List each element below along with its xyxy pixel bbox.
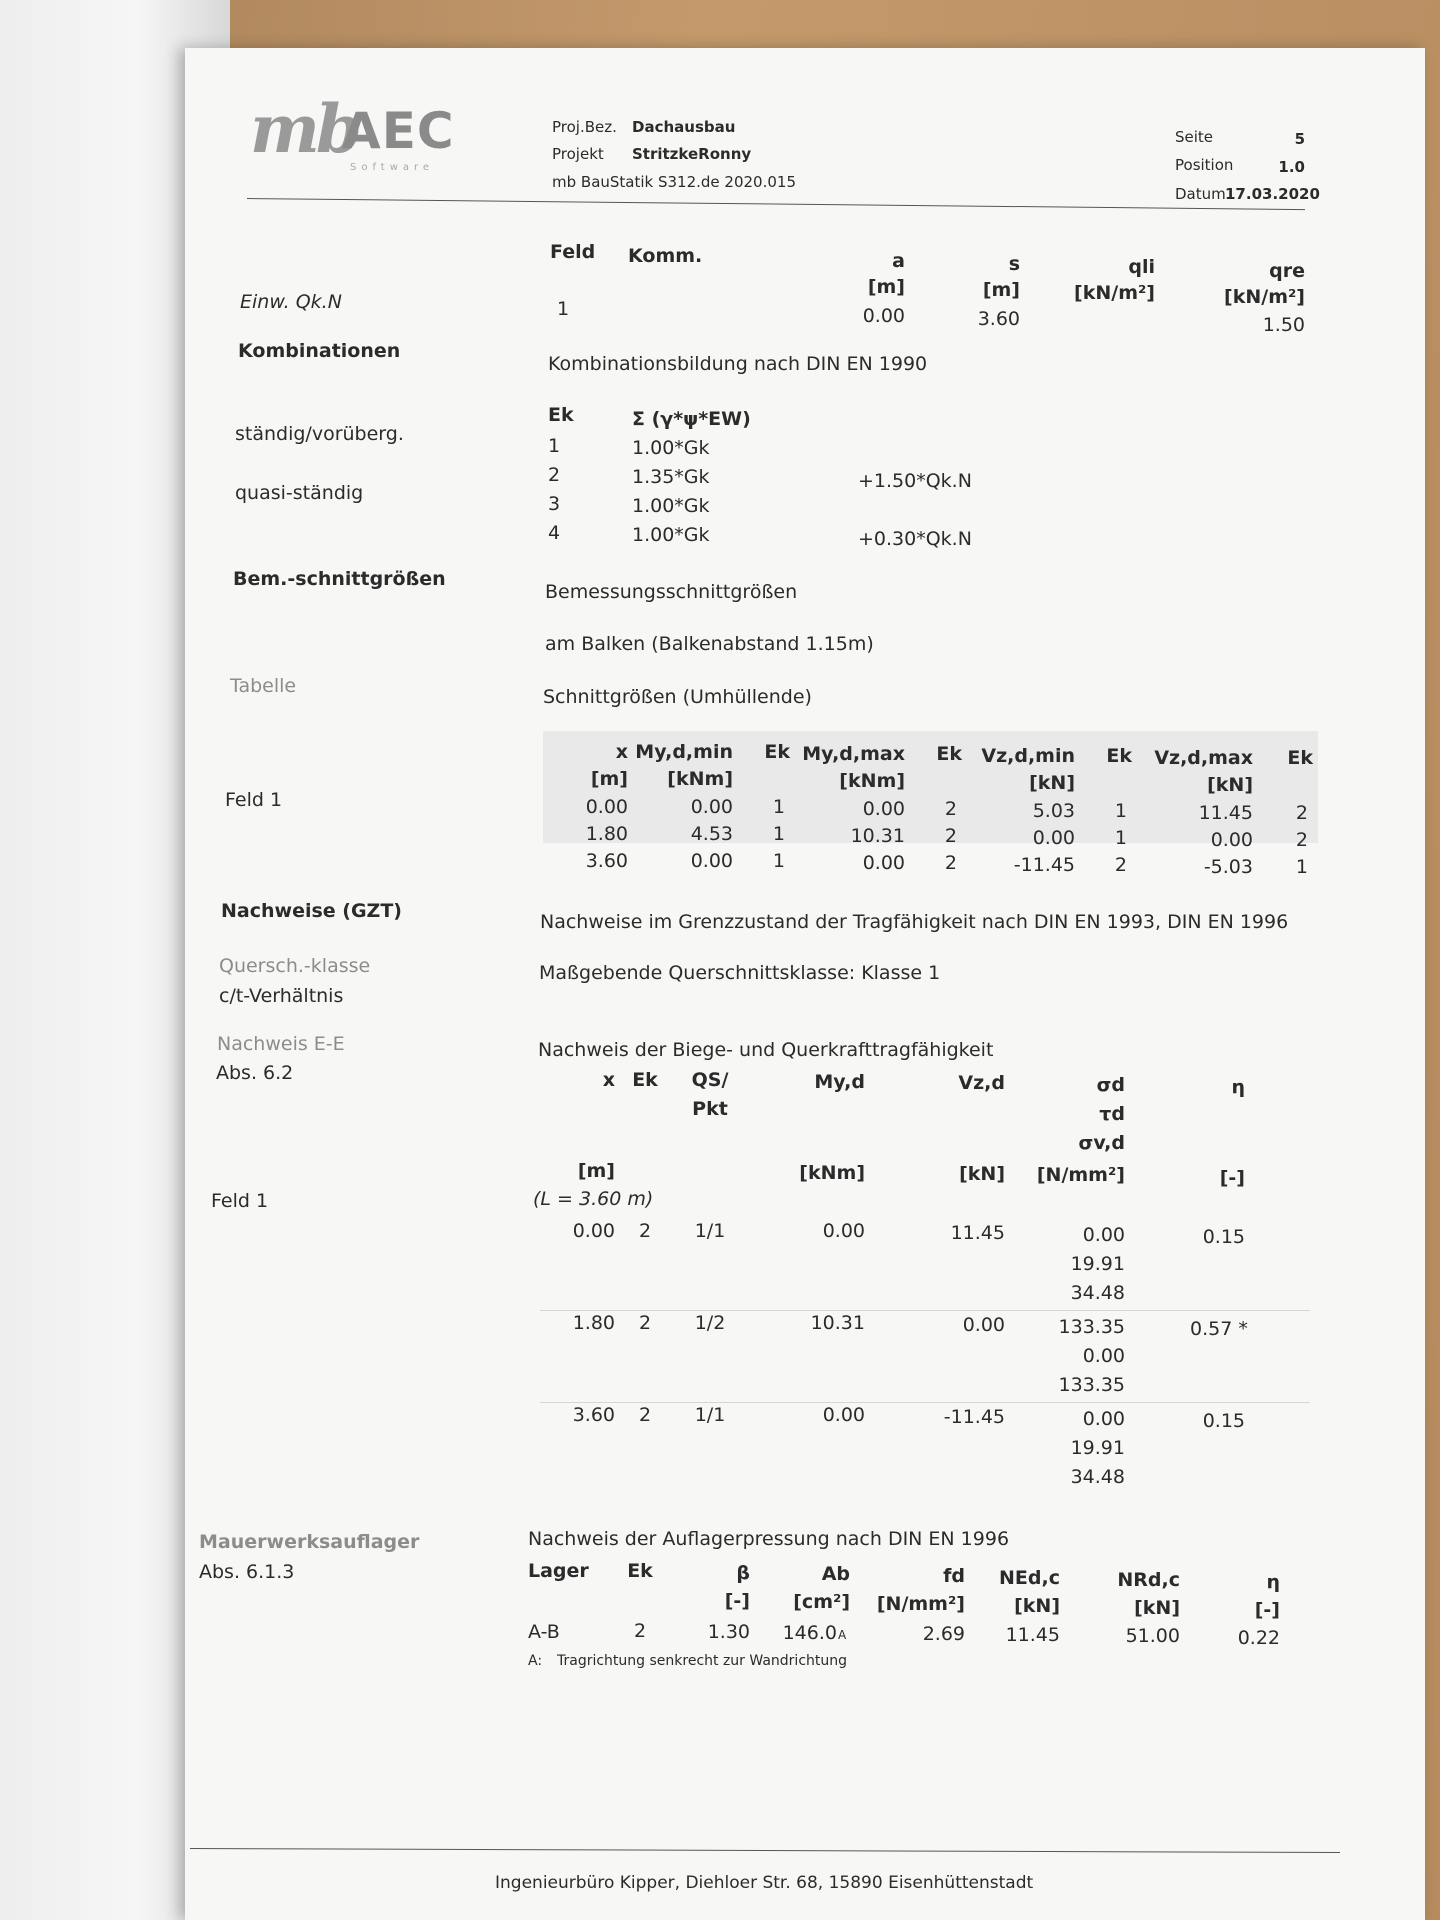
nachweise-label: Nachweise (GZT) [221, 900, 402, 922]
sg-cell: 1.80 [585, 823, 628, 845]
komb-row-qk: +0.30*Qk.N [858, 528, 972, 550]
bem-feld-label: Feld 1 [225, 789, 283, 811]
nachweis-ee-label: Nachweis E-E [217, 1033, 345, 1055]
mw-col-eta: η [1266, 1571, 1280, 1593]
proj-bez-label: Proj.Bez. [552, 118, 617, 136]
mw-unit-ned: [kN] [1014, 1595, 1060, 1617]
mw-col-ek: Ek [627, 1560, 653, 1582]
ee-cell-tau: 19.91 [1070, 1253, 1125, 1275]
einw-col-feld: Feld [550, 241, 596, 263]
mauerwerk-abs: Abs. 6.1.3 [199, 1561, 295, 1583]
sg-cell: 10.31 [850, 825, 905, 847]
sg-cell: 3.60 [585, 850, 628, 872]
sg-cell: 1 [1114, 827, 1127, 849]
ee-cell-ek: 2 [638, 1220, 652, 1242]
ee-cell-ek: 2 [638, 1312, 652, 1334]
sg-cell: 0.00 [862, 852, 905, 874]
ee-cell-vz: 0.00 [962, 1314, 1005, 1336]
komb-row-gk: 1.00*Gk [632, 437, 710, 459]
einw-unit-qli: [kN/m²] [1074, 282, 1155, 304]
sg-unit: [kNm] [839, 770, 905, 792]
mw-col-lager: Lager [528, 1560, 589, 1582]
sg-head: My,d,min [635, 741, 733, 763]
sg-head: Ek [1287, 747, 1313, 769]
mw-unit-nrd: [kN] [1134, 1597, 1180, 1619]
ee-cell-eta: 0.57 * [1190, 1318, 1248, 1340]
seite-value: 5 [1294, 130, 1305, 148]
einw-unit-a: [m] [867, 276, 905, 298]
mw-cell-ab: 146.0 [782, 1622, 837, 1644]
sg-unit: [kN] [1029, 772, 1075, 794]
sg-cell: -5.03 [1203, 856, 1253, 878]
querschnittsklasse-text: Maßgebende Querschnittsklasse: Klasse 1 [539, 962, 941, 984]
kombinationen-title: Kombinationsbildung nach DIN EN 1990 [548, 353, 928, 375]
ee-cell-x: 0.00 [572, 1220, 615, 1242]
label-quasi-staendig: quasi-ständig [235, 482, 364, 504]
logo-mark: mb [250, 90, 358, 168]
nachweis-ee-abs: Abs. 6.2 [216, 1062, 294, 1084]
sg-cell: -11.45 [1013, 854, 1075, 876]
projekt-value: StritzkeRonny [632, 145, 752, 163]
position-label: Position [1175, 156, 1234, 174]
ee-cell-x: 1.80 [572, 1312, 615, 1334]
sg-cell: 4.53 [690, 823, 733, 845]
einw-col-qli: qli [1128, 256, 1155, 278]
ct-verhaeltnis-label: c/t-Verhältnis [219, 985, 344, 1007]
footer-rule [190, 1848, 1340, 1853]
einw-row-s: 3.60 [977, 308, 1020, 330]
ee-col-sigmav: σv,d [1078, 1132, 1125, 1154]
mw-cell-lager: A-B [528, 1621, 560, 1643]
position-value: 1.0 [1278, 158, 1305, 176]
mw-col-nrd: NRd,c [1117, 1569, 1180, 1591]
label-staendig: ständig/vorüberg. [235, 423, 404, 445]
ee-cell-tau: 19.91 [1070, 1437, 1125, 1459]
ee-cell-tau: 0.00 [1082, 1345, 1125, 1367]
nachweis-ee-title: Nachweis der Biege- und Querkrafttragfähigkeit [538, 1039, 994, 1061]
sg-cell: 0.00 [585, 796, 628, 818]
sg-cell: 2 [944, 798, 957, 820]
datum-label: Datum [1175, 185, 1226, 203]
sg-cell: 5.03 [1032, 800, 1075, 822]
kombinationen-label: Kombinationen [238, 340, 401, 362]
einw-label: Einw. Qk.N [240, 291, 342, 313]
ee-col-pkt: Pkt [692, 1098, 728, 1120]
einw-row-a: 0.00 [862, 305, 905, 327]
sg-cell: 1 [772, 850, 785, 872]
mw-cell-fd: 2.69 [922, 1623, 965, 1645]
ee-cell-vz: -11.45 [943, 1406, 1005, 1428]
ee-cell-qs: 1/1 [694, 1220, 726, 1242]
einw-col-a: a [892, 250, 905, 272]
ee-cell-sigmav: 34.48 [1070, 1282, 1125, 1304]
mw-cell-beta: 1.30 [707, 1621, 750, 1643]
ee-cell-my: 0.00 [822, 1220, 865, 1242]
header-rule [247, 198, 1305, 210]
sg-unit: [m] [590, 768, 628, 790]
ee-cell-ek: 2 [638, 1404, 652, 1426]
komb-row-ek: 3 [548, 493, 561, 515]
sg-head: My,d,max [802, 743, 905, 765]
sg-head: Ek [1106, 745, 1132, 767]
sg-cell: 2 [1295, 829, 1308, 851]
row-divider [540, 1402, 1310, 1403]
ee-cell-x: 3.60 [572, 1404, 615, 1426]
querschnittsklasse-label: Quersch.-klasse [219, 955, 371, 977]
sg-cell: 0.00 [862, 798, 905, 820]
sg-unit: [kNm] [667, 768, 733, 790]
einw-unit-s: [m] [982, 279, 1020, 301]
einw-col-s: s [1008, 253, 1020, 275]
komb-row-ek: 1 [548, 435, 561, 457]
ee-col-my: My,d [814, 1071, 865, 1093]
mw-cell-ab-flag: A [838, 1628, 847, 1642]
ee-cell-eta: 0.15 [1202, 1226, 1245, 1248]
ee-unit-my: [kNm] [799, 1162, 865, 1184]
ee-cell-eta: 0.15 [1202, 1410, 1245, 1432]
ee-unit-sigma: [N/mm²] [1036, 1164, 1125, 1186]
einw-col-qre: qre [1269, 260, 1305, 282]
mw-unit-ab: [cm²] [793, 1591, 850, 1613]
ee-cell-sigmav: 34.48 [1070, 1466, 1125, 1488]
sg-cell: 1 [772, 823, 785, 845]
mw-cell-ek: 2 [633, 1620, 647, 1642]
komb-row-gk: 1.00*Gk [632, 495, 710, 517]
sg-cell: 0.00 [1032, 827, 1075, 849]
komb-row-qk: +1.50*Qk.N [858, 470, 972, 492]
bem-subtitle: am Balken (Balkenabstand 1.15m) [545, 633, 874, 655]
ee-unit-eta: [-] [1219, 1167, 1245, 1189]
mw-unit-fd: [N/mm²] [876, 1593, 965, 1615]
ee-cell-sigma: 0.00 [1082, 1224, 1125, 1246]
footer-address: Ingenieurbüro Kipper, Diehloer Str. 68, 15890 Eisenhüttenstadt [495, 1873, 1034, 1893]
ee-col-vz: Vz,d [958, 1072, 1005, 1094]
mbaec-logo [250, 90, 475, 180]
document-page [185, 48, 1425, 1920]
sg-cell: 0.00 [690, 796, 733, 818]
sg-unit: [kN] [1207, 774, 1253, 796]
einw-col-komm: Komm. [628, 245, 703, 267]
mw-cell-nrd: 51.00 [1125, 1625, 1180, 1647]
komb-row-gk: 1.00*Gk [632, 524, 710, 546]
sg-cell: 2 [944, 852, 957, 874]
sg-cell: 1 [1295, 856, 1308, 878]
ee-cell-my: 0.00 [822, 1404, 865, 1426]
ee-col-tau: τd [1099, 1103, 1125, 1125]
software-version: mb BauStatik S312.de 2020.015 [552, 173, 796, 191]
sg-head: Vz,d,max [1154, 747, 1253, 769]
ee-cell-vz: 11.45 [950, 1222, 1005, 1244]
sg-cell: 2 [1295, 802, 1308, 824]
mw-col-ab: Ab [821, 1563, 850, 1585]
ee-col-x: x [602, 1069, 615, 1091]
ee-cell-sigma: 0.00 [1082, 1408, 1125, 1430]
einw-row-feld: 1 [557, 298, 570, 320]
ee-cell-qs: 1/2 [694, 1312, 726, 1334]
seite-label: Seite [1175, 128, 1214, 146]
logo-brand: AEC [342, 102, 455, 160]
ee-col-sigma: σd [1096, 1074, 1125, 1096]
ee-feld-label: Feld 1 [211, 1190, 269, 1212]
einw-row-qre: 1.50 [1262, 314, 1305, 336]
ee-cell-sigmav: 133.35 [1058, 1374, 1125, 1396]
sg-cell: 0.00 [690, 850, 733, 872]
sg-cell: 2 [944, 825, 957, 847]
mw-col-ned: NEd,c [999, 1567, 1060, 1589]
mw-col-fd: fd [943, 1565, 965, 1587]
tabelle-label: Tabelle [230, 675, 297, 697]
mauerwerk-title: Nachweis der Auflagerpressung nach DIN EN 1996 [528, 1528, 1010, 1550]
ee-unit-vz: [kN] [959, 1163, 1005, 1185]
sg-head: Vz,d,min [981, 745, 1075, 767]
sg-cell: 1 [772, 796, 785, 818]
bem-title: Bemessungsschnittgrößen [545, 581, 798, 603]
komb-col-sum: Σ (γ*ψ*EW) [632, 408, 751, 430]
ee-col-ek: Ek [632, 1069, 658, 1091]
sg-head: x [615, 741, 628, 763]
ee-cell-qs: 1/1 [694, 1404, 726, 1426]
sg-cell: 11.45 [1198, 802, 1253, 824]
sg-cell: 2 [1114, 854, 1127, 876]
ee-cell-sigma: 133.35 [1058, 1316, 1125, 1338]
komb-col-ek: Ek [548, 404, 574, 426]
sg-cell: 0.00 [1210, 829, 1253, 851]
sg-head: Ek [936, 743, 962, 765]
mw-cell-eta: 0.22 [1237, 1627, 1280, 1649]
einw-unit-qre: [kN/m²] [1224, 286, 1305, 308]
nachweise-title: Nachweise im Grenzzustand der Tragfähigkeit nach DIN EN 1993, DIN EN 1996 [540, 911, 1289, 933]
komb-row-gk: 1.35*Gk [632, 466, 710, 488]
ee-col-eta: η [1231, 1076, 1245, 1098]
sg-cell: 1 [1114, 800, 1127, 822]
mw-unit-eta: [-] [1254, 1599, 1280, 1621]
bem-label: Bem.-schnittgrößen [233, 568, 446, 590]
komb-row-ek: 4 [548, 522, 561, 544]
footnote-text: Tragrichtung senkrecht zur Wandrichtung [557, 1653, 848, 1669]
tabelle-title: Schnittgrößen (Umhüllende) [543, 686, 812, 708]
ee-col-qs: QS/ [691, 1069, 729, 1091]
komb-row-ek: 2 [548, 464, 561, 486]
mw-col-beta: β [736, 1562, 750, 1584]
logo-tagline: Software [350, 162, 435, 173]
ee-cell-my: 10.31 [810, 1312, 865, 1334]
datum-value: 17.03.2020 [1225, 185, 1320, 203]
mauerwerk-label: Mauerwerksauflager [199, 1531, 420, 1553]
sg-head: Ek [764, 741, 790, 763]
row-divider [540, 1310, 1310, 1311]
mw-cell-ned: 11.45 [1005, 1624, 1060, 1646]
footnote-key: A: [528, 1653, 543, 1669]
projekt-label: Projekt [552, 145, 604, 163]
mw-unit-beta: [-] [724, 1590, 750, 1612]
ee-length: (L = 3.60 m) [533, 1188, 654, 1210]
ee-unit-x: [m] [577, 1160, 615, 1182]
proj-bez-value: Dachausbau [632, 118, 736, 136]
